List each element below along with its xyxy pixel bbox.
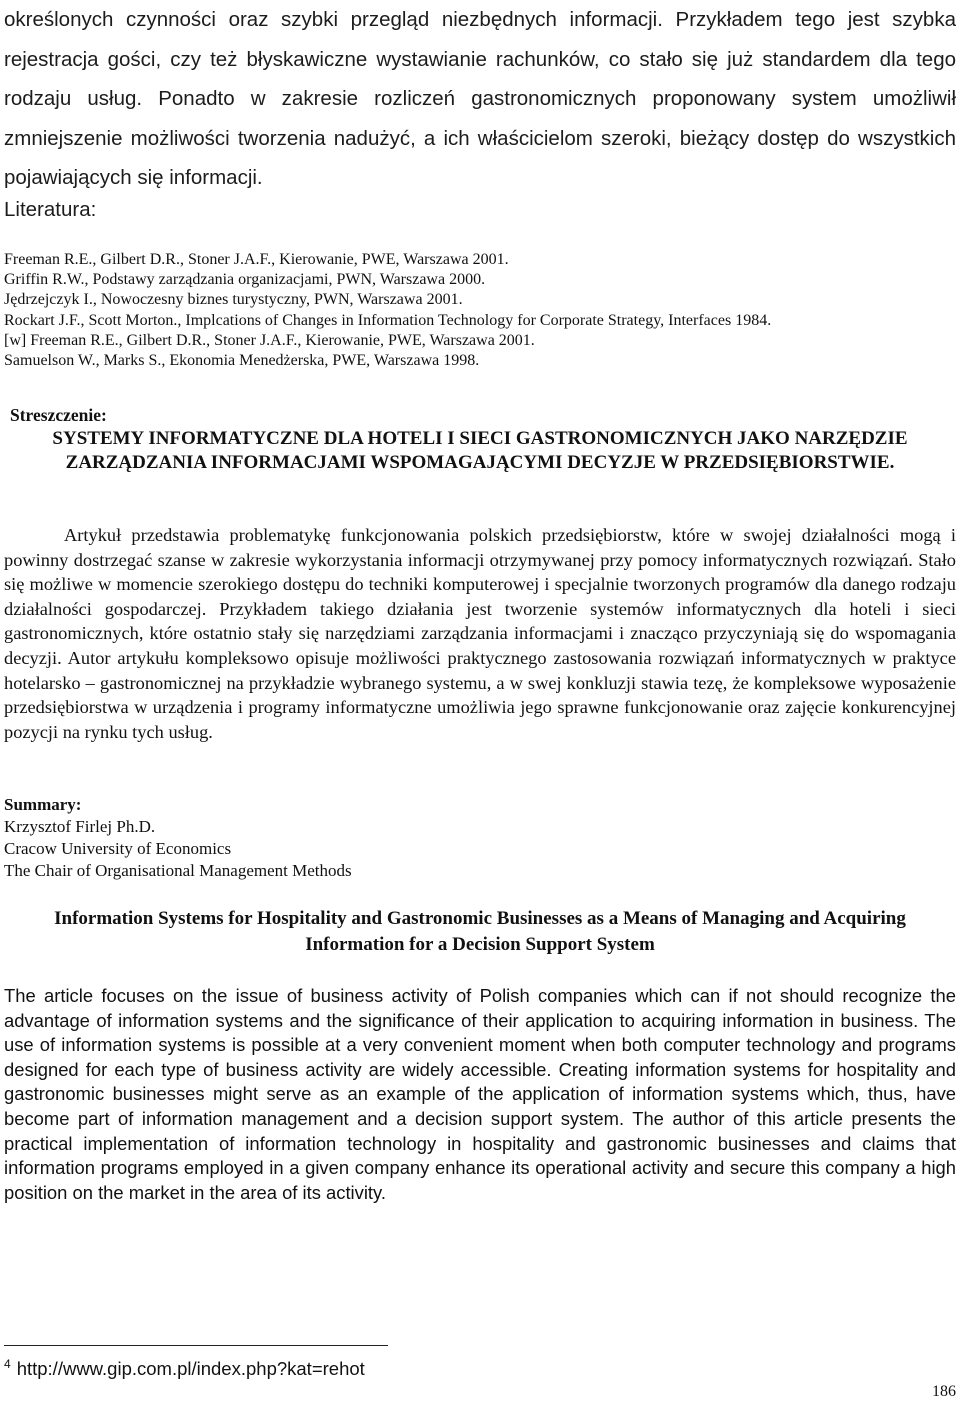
reference-item: Griffin R.W., Podstawy zarządzania organizacjami, PWN, Warszawa 2000. — [4, 271, 486, 289]
reference-list — [4, 250, 956, 371]
footnote — [4, 1357, 365, 1380]
streszczenie-heading: Streszczenie: — [10, 405, 107, 425]
reference-item: Freeman R.E., Gilbert D.R., Stoner J.A.F., Kierowanie, PWE, Warszawa 2001. — [4, 251, 509, 268]
summary-heading: Summary: — [4, 795, 82, 814]
footnote-divider — [4, 1345, 388, 1346]
footnote-link[interactable]: http://www.gip.com.pl/index.php?kat=rehot — [16, 1358, 365, 1379]
page-number: 186 — [932, 1383, 956, 1400]
literature-heading: Literatura: — [4, 198, 97, 221]
summary-block — [4, 794, 956, 882]
polish-title: SYSTEMY INFORMATYCZNE DLA HOTELI I SIECI GASTRONOMICZNYCH JAKO NARZĘDZIE ZARZĄDZANIA INFORMACJAMI WSPOMAGAJĄCYMI DECYZJE W PRZEDSIĘBIORSTWIE. — [52, 428, 908, 473]
english-abstract: The article focuses on the issue of business activity of Polish companies which can if not should recognize the advantage of information systems and the significance of their application to acquiring information in business. The use of information systems is possible at a very convenient moment when both computer technology and programs designed for each type of business activity are widely accessible. Creating information systems for hospitality and gastronomic businesses might serve as an example of the application of information systems which, thus, have become part of information management and a decision support system. The author of this article presents the practical implementation of information technology in hospitality and gastronomic businesses and claims that information programs employed in a given company enhance its operational activity and secure this company a high position on the market in the area of its activity. — [4, 985, 956, 1203]
author-name: Krzysztof Firlej Ph.D. — [4, 817, 156, 836]
english-title: Information Systems for Hospitality and Gastronomic Businesses as a Means of Managing and Acquiring Information for a Decision Support System — [54, 908, 906, 955]
author-department: The Chair of Organisational Management Methods — [4, 861, 352, 880]
reference-item: Rockart J.F., Scott Morton., Implcations of Changes in Information Technology for Corporate Strategy, Interfaces 1984. — [4, 311, 772, 329]
author-institution: Cracow University of Economics — [4, 839, 232, 858]
intro-paragraph: określonych czynności oraz szybki przegląd niezbędnych informacji. Przykładem tego jest szybka rejestracja gości, czy też błyskawiczne wystawianie rachunków, co stało się już standardem dla tego rodzaju usług. Ponadto w zakresie rozliczeń gastronomicznych proponowany system umożliwił zmniejszenie możliwości tworzenia nadużyć, a ich właścicielom szeroki, bieżący dostęp do wszystkich pojawiających się informacji. — [4, 8, 956, 189]
reference-item: Jędrzejczyk I., Nowoczesny biznes turystyczny, PWN, Warszawa 2001. — [4, 291, 463, 309]
reference-item: [w] Freeman R.E., Gilbert D.R., Stoner J.A.F., Kierowanie, PWE, Warszawa 2001. — [4, 331, 535, 349]
polish-abstract: Artykuł przedstawia problematykę funkcjonowania polskich przedsiębiorstw, które w swojej działalności mogą i powinny dostrzegać szanse w zakresie wykorzystania informacji otrzymywanej przy pomocy informatycznych rozwiązań. Stało się możliwe w momencie szerokiego dostępu do techniki komputerowej i specjalnie tworzonych programów dla danego rodzaju działalności gospodarczej. Przykładem takiego działania jest tworzenie systemów informatycznych dla hoteli i sieci gastronomicznych, które ostatnio stały się narzędziami zarządzania informacjami i znacząco przyczyniają się do wspomagania decyzji. Autor artykułu kompleksowo opisuje możliwości praktycznego zastosowania rozwiązań informatycznych w praktyce hotelarsko – gastronomicznej na przykładzie wybranego systemu, a w swej konkluzji stawia tezę, że kompleksowe wyposażenie przedsiębiorstwa w urządzenia i programy informatyczne umożliwia jego sprawne funkcjonowanie oraz zajęcie konkurencyjnej pozycji na rynku tych usług. — [4, 525, 956, 742]
footnote-marker: 4 — [4, 1357, 11, 1371]
reference-item: Samuelson W., Marks S., Ekonomia Menedżerska, PWE, Warszawa 1998. — [4, 352, 480, 370]
